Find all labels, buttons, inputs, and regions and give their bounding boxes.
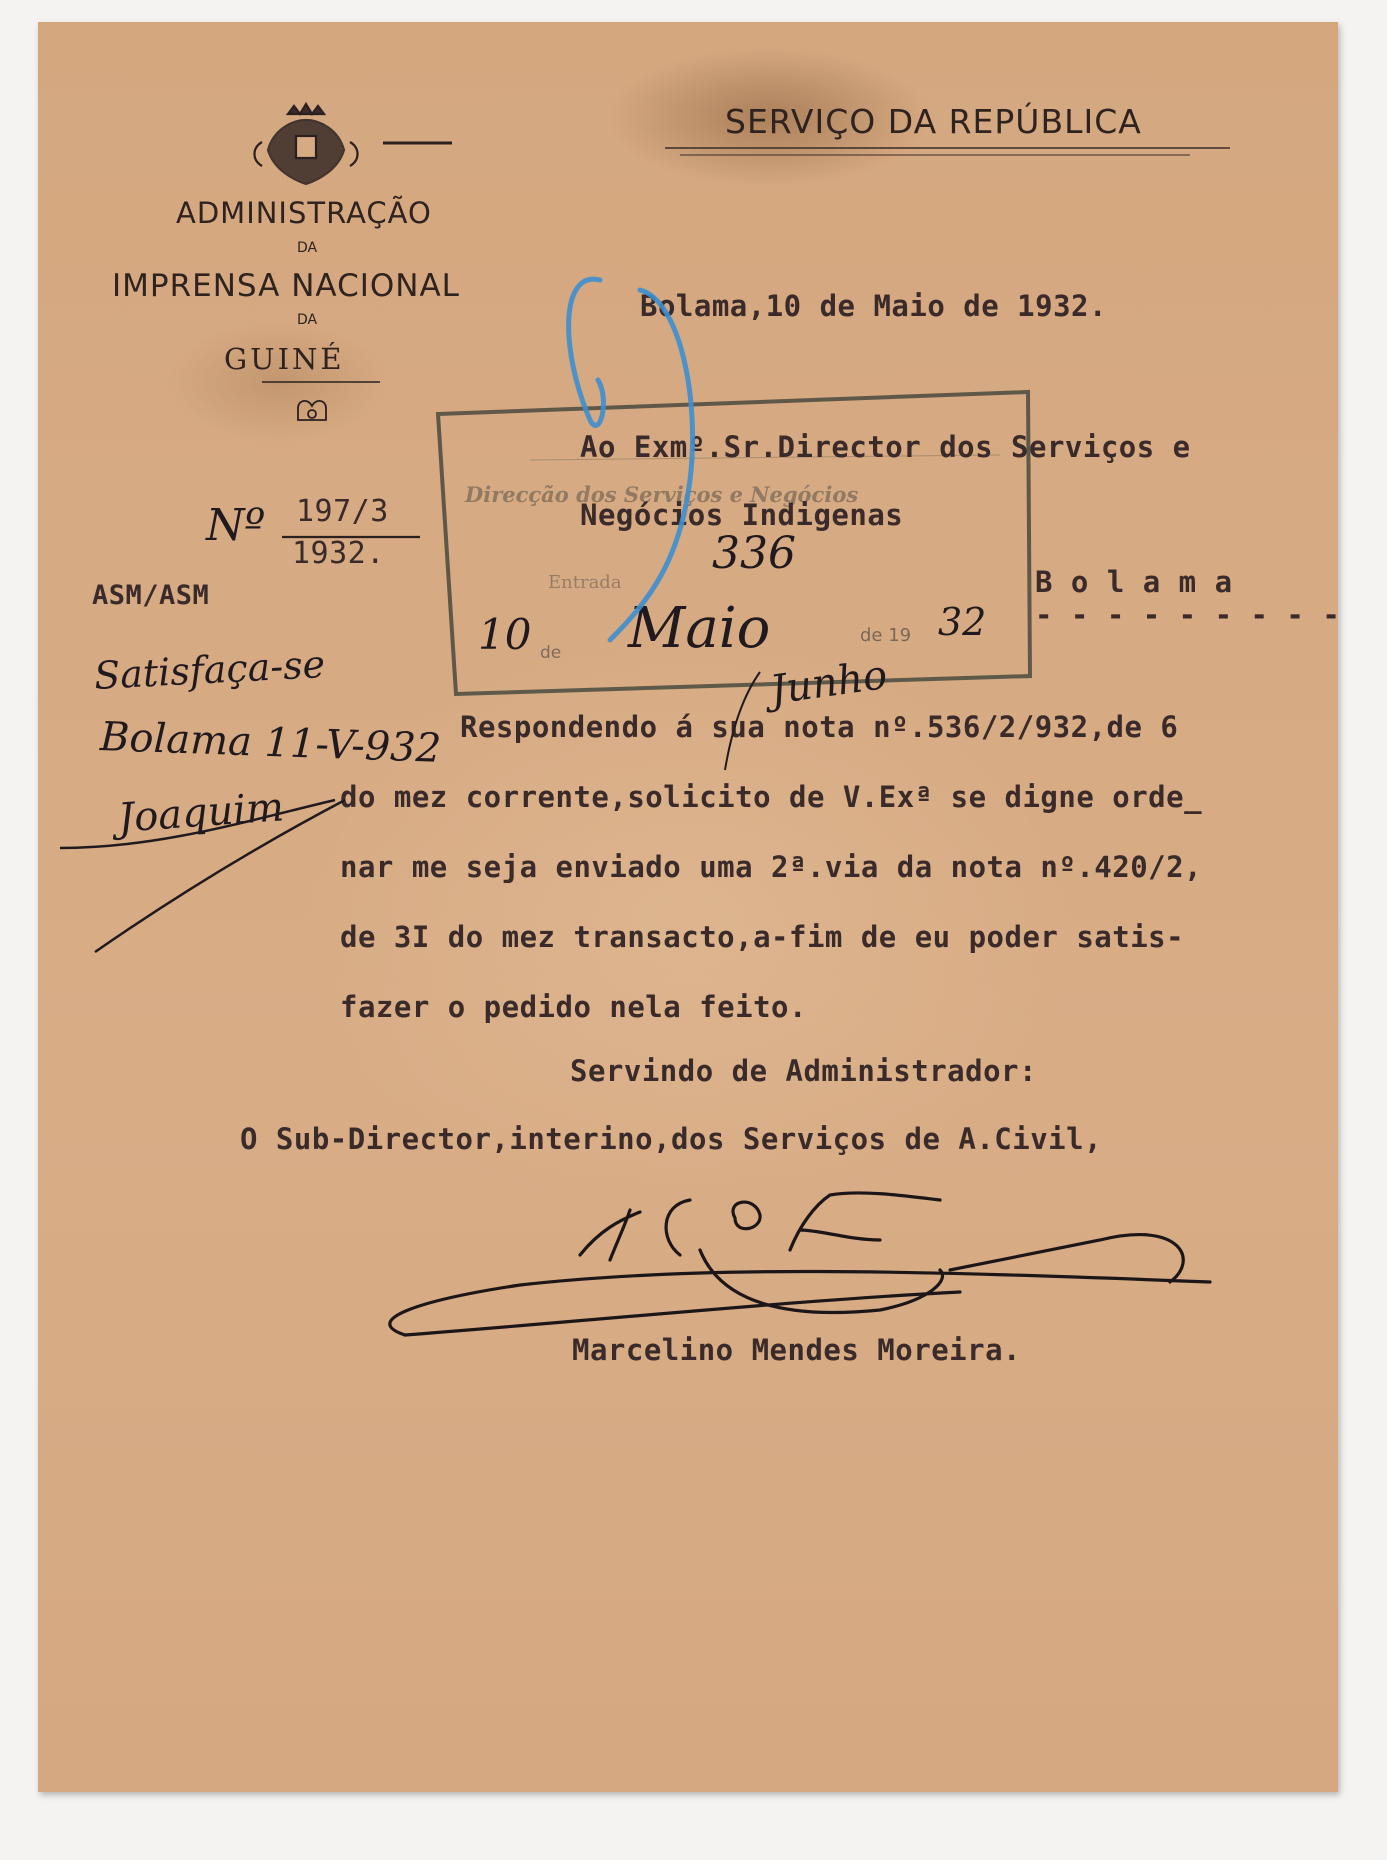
service-banner: SERVIÇO DA REPÚBLICA [725,102,1142,141]
letterhead-da-2: DA [297,312,318,328]
place-date: Bolama,10 de Maio de 1932. [640,289,1107,323]
reference-number: 197/3 [296,494,389,529]
stamp-entry-faint: Entrada [548,572,622,593]
addressee-city: B o l a m a [1035,565,1233,599]
margin-note-3: Joaquim [116,784,286,842]
addressee-line-1: Ao Exmº.Sr.Director dos Serviços e [580,430,1191,464]
margin-note-1: Satisfaça-se [93,641,327,699]
body-line-2: do mez corrente,solicito de V.Exª se digne orde_ [340,780,1203,814]
stamp-year-prefix: de 19 [860,625,912,646]
stamp-month: Maio [628,596,771,661]
body-line-1: Respondendo á sua nota nº.536/2/932,de 6 [460,710,1179,744]
letterhead-da-1: DA [297,240,318,256]
body-line-5: fazer o pedido nela feito. [340,990,807,1024]
body-line-4: de 3I do mez transacto,a-fim de eu poder satis- [340,920,1185,954]
stamp-header-faint: Direcção dos Serviços e Negócios [465,482,859,507]
signature-icon [390,1193,1210,1335]
body-line-3: nar me seja enviado uma 2ª.via da nota nº.420/2, [340,850,1203,884]
handwritten-junho: Junho [767,652,891,714]
closing-line-2: O Sub-Director,interino,dos Serviços de A.Civil, [240,1122,1103,1156]
stamp-year-suffix: 32 [938,600,987,644]
addressee-city-underline: - - - - - - - - - [1035,598,1341,632]
margin-note-2: Bolama 11-V-932 [99,714,442,772]
stamp-de-label: de [540,643,562,663]
reference-year: 1932. [292,536,385,571]
addressee-line-2: Negócios Indigenas [580,498,904,532]
letterhead-guine: GUINÉ [224,342,345,376]
signatory-name: Marcelino Mendes Moreira. [572,1333,1021,1367]
reference-initials: ASM/ASM [92,580,210,611]
letterhead-imprensa-nacional: IMPRENSA NACIONAL [112,268,460,304]
reference-number-prefix: Nº [206,500,266,551]
stamp-entry-number: 336 [712,528,796,579]
closing-line-1: Servindo de Administrador: [570,1054,1037,1088]
blue-pencil-mark-icon [569,279,693,640]
letterhead-administration: ADMINISTRAÇÃO [176,196,432,230]
stamp-day: 10 [478,610,532,659]
